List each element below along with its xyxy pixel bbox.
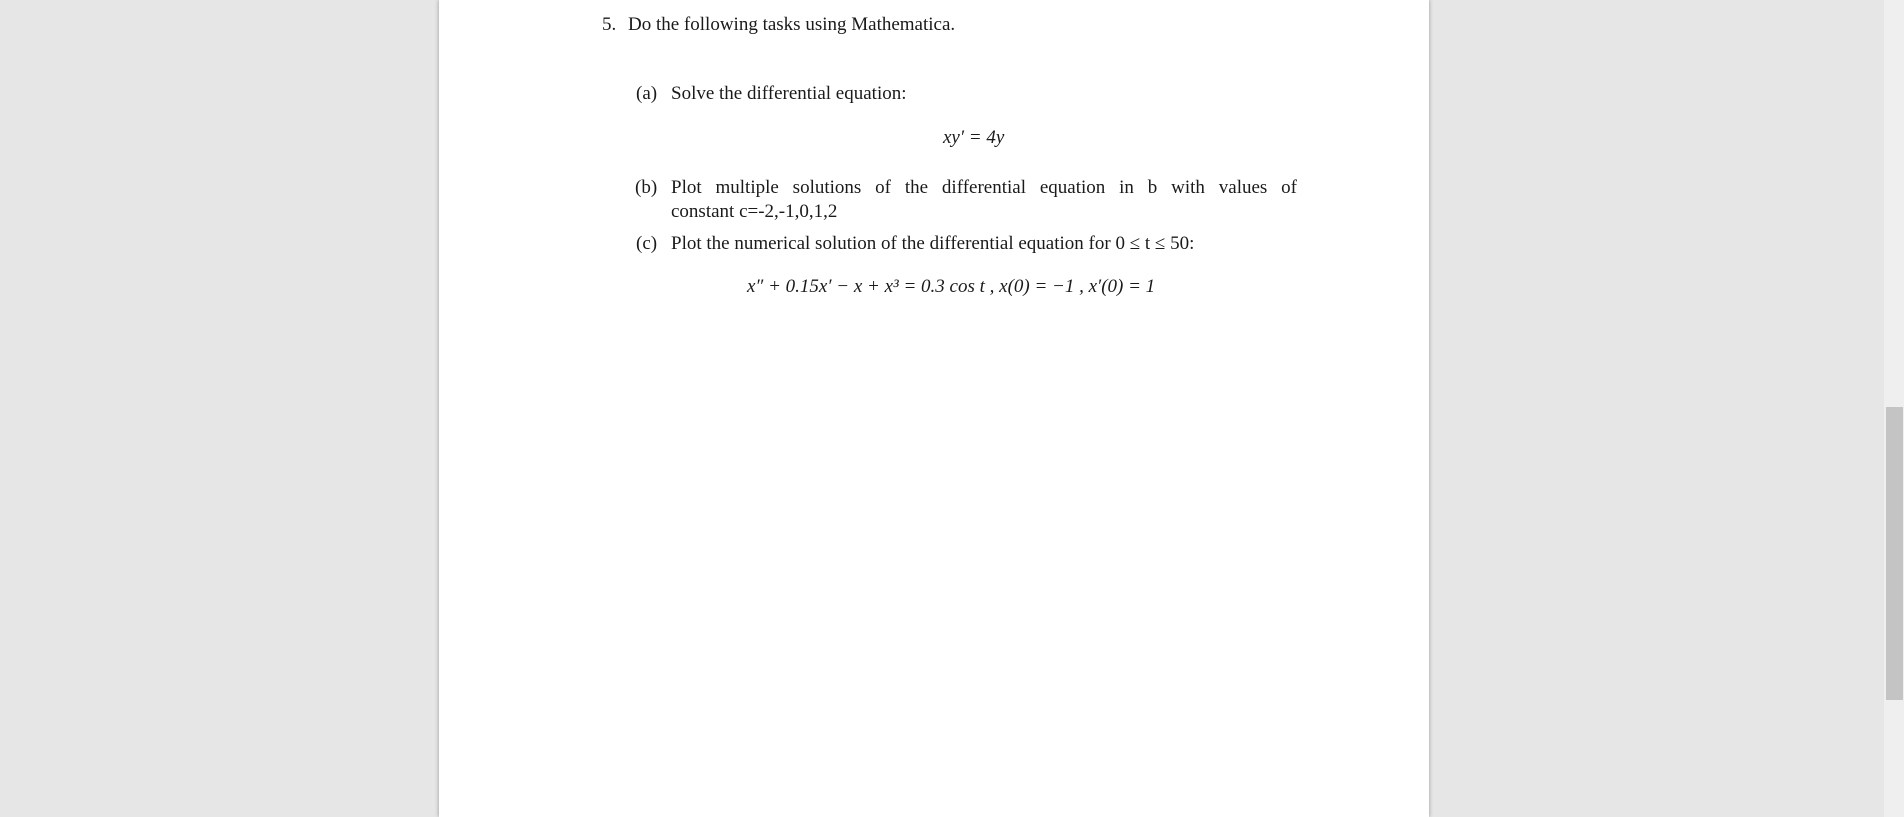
task-heading: Do the following tasks using Mathematica. [628, 14, 956, 35]
page-content [439, 0, 1429, 817]
scrollbar-thumb[interactable] [1886, 407, 1903, 700]
item-c-text: Plot the numerical solution of the differential equation for 0 ≤ t ≤ 50: [671, 233, 1195, 254]
item-c-label: (c) [636, 233, 658, 254]
document-page [439, 0, 1429, 817]
item-b-label: (b) [635, 177, 658, 198]
item-a-label: (a) [636, 83, 658, 104]
item-b-text-line1: Plot multiple solutions of the differential equation in b with values of [671, 177, 1297, 198]
task-number: 5. [602, 14, 617, 35]
item-a-text: Solve the differential equation: [671, 83, 907, 104]
item-c-equation: x″ + 0.15x′ − x + x³ = 0.3 cos t , x(0) = −1 , x′(0) = 1 [747, 276, 1156, 297]
item-a-equation: xy′ = 4y [943, 127, 1005, 148]
vertical-scrollbar[interactable] [1884, 0, 1904, 817]
item-b-text-line2: constant c=-2,-1,0,1,2 [671, 201, 838, 222]
